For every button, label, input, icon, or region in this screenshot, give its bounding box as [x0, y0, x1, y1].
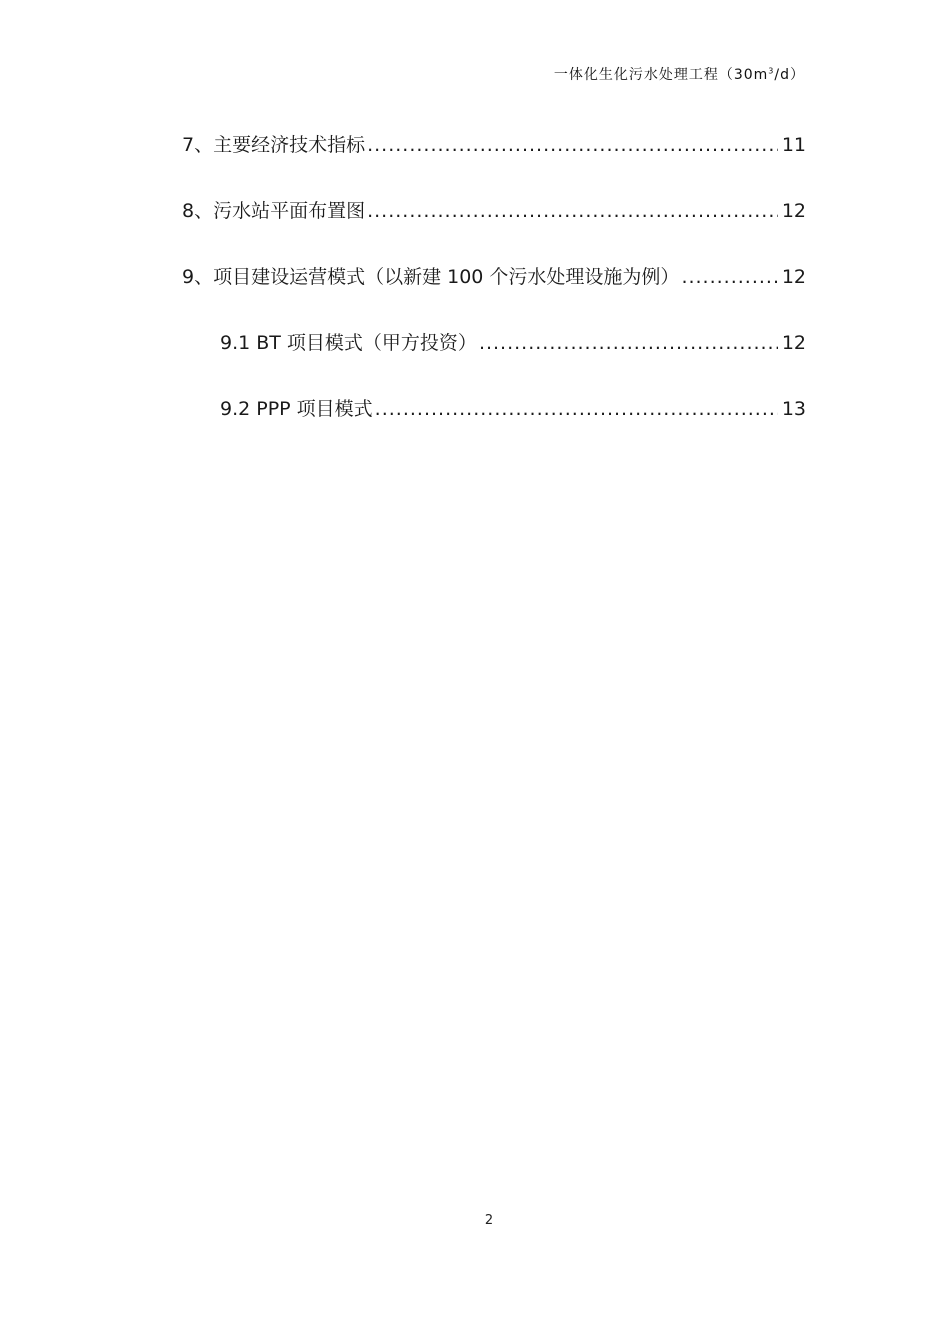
toc-entry-8[interactable] [182, 196, 806, 230]
toc-dot-leader [367, 200, 778, 222]
header-title-tail: /d） [774, 67, 805, 83]
toc-entry-page: 12 [781, 266, 806, 288]
toc-entry-page: 12 [781, 200, 806, 222]
header-title: 一体化生化污水处理工程（30m [553, 67, 769, 83]
toc-entry-page: 11 [781, 134, 806, 156]
toc-dot-leader [375, 398, 778, 420]
page-header [554, 64, 805, 84]
toc-dot-leader [479, 332, 778, 354]
toc-entry-title: 7、主要经济技术指标 [182, 134, 366, 156]
toc-dot-leader [681, 266, 777, 288]
toc-entry-title: 9、项目建设运营模式（以新建 100 个污水处理设施为例） [182, 266, 680, 288]
toc-entry-7[interactable] [182, 130, 806, 164]
header-superscript: 3 [768, 66, 775, 76]
toc-dot-leader [367, 134, 778, 156]
toc-entry-title: 9.1 BT 项目模式（甲方投资） [220, 332, 477, 354]
toc-entry-title: 9.2 PPP 项目模式 [220, 398, 373, 420]
toc-entry-9-1[interactable] [220, 328, 806, 362]
toc-entry-page: 12 [781, 332, 806, 354]
toc-entry-9-2[interactable] [220, 394, 806, 428]
toc-entry-9[interactable] [182, 262, 806, 296]
page-number: 2 [484, 1213, 494, 1228]
toc-entry-page: 13 [781, 398, 806, 420]
toc-entry-title: 8、污水站平面布置图 [182, 200, 366, 222]
